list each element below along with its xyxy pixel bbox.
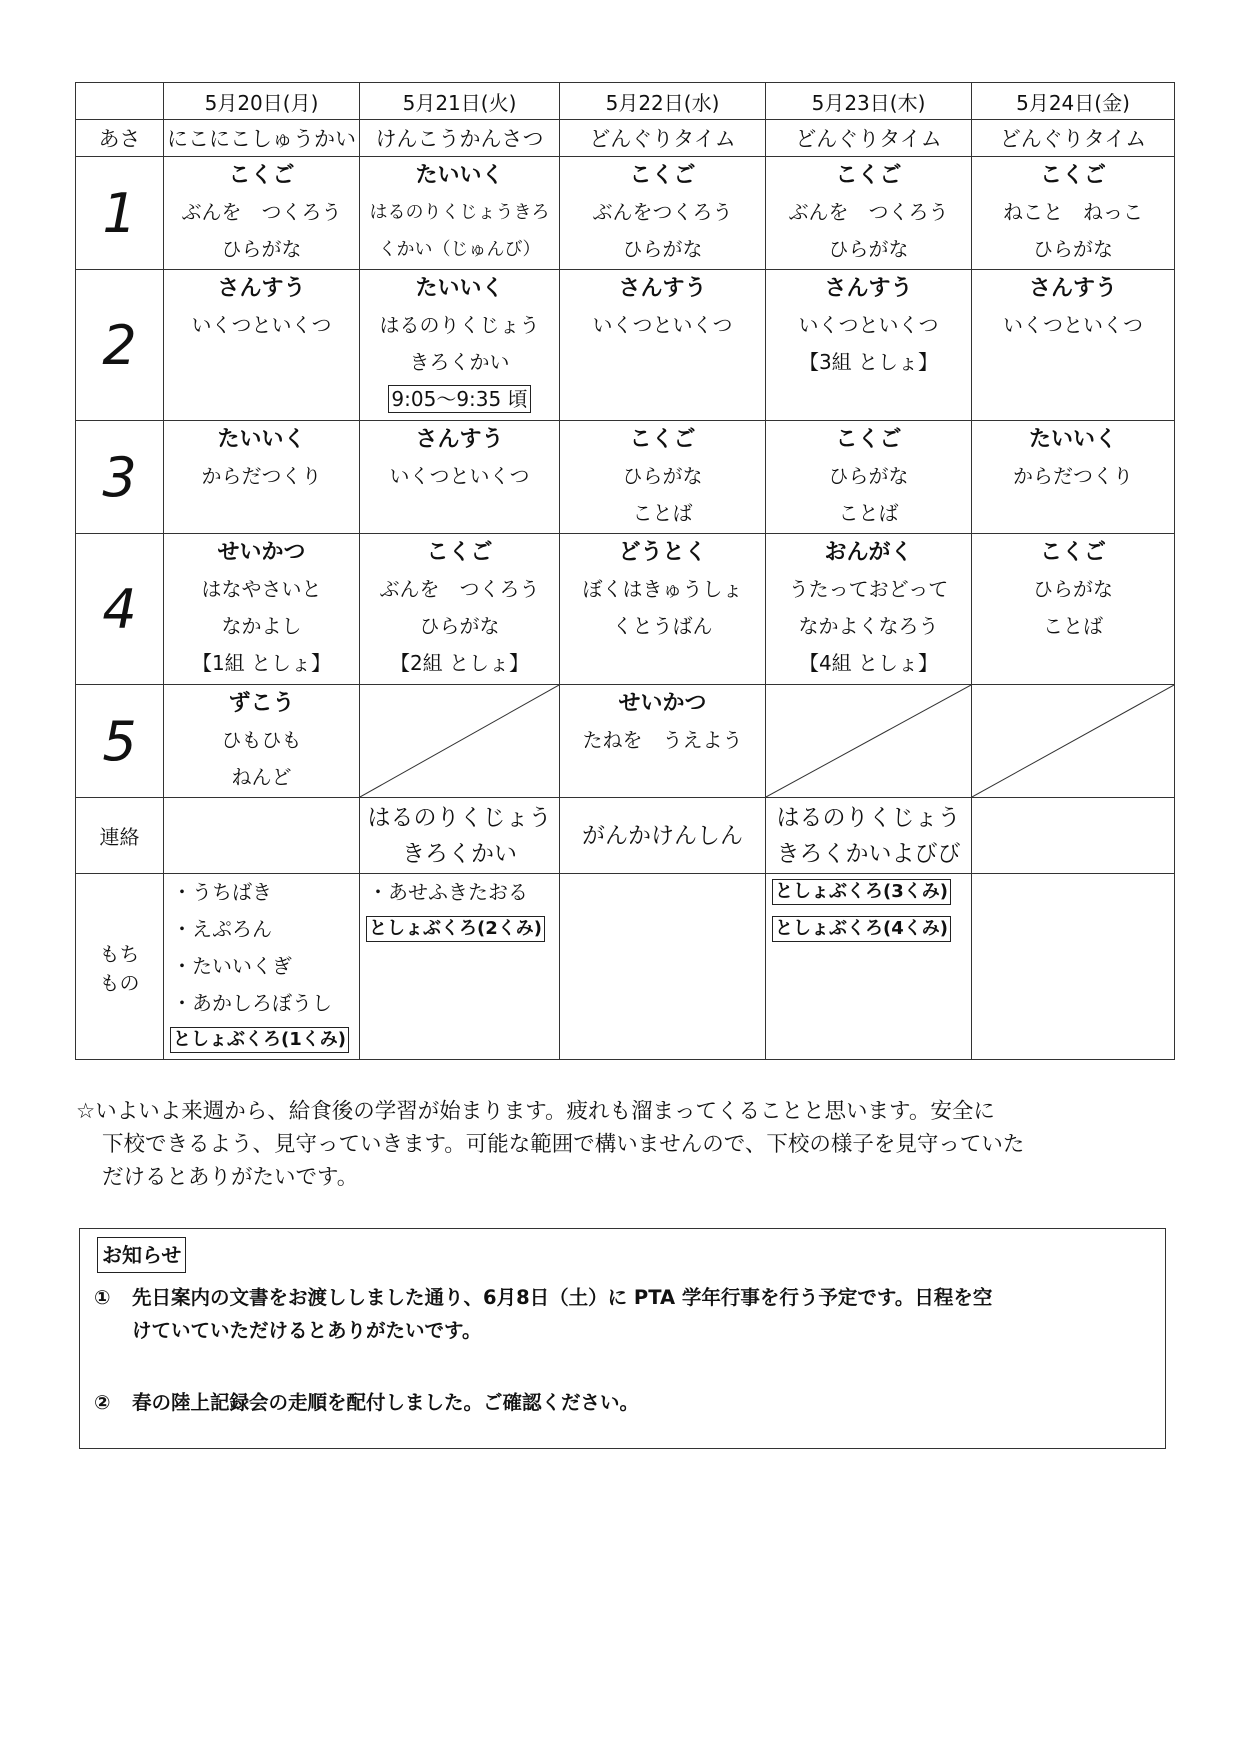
library-bag-badge: としょぶくろ(4くみ) [772,916,951,942]
lesson-detail: はるのりくじょうきろ [369,202,550,223]
lesson-detail: 【2組 としょ】 [389,651,530,675]
morning-cell: どんぐりタイム [766,120,972,157]
subject-name: さんすう [217,276,306,301]
lesson-cell [360,534,560,685]
note-line: だけるとありがたいです。 [102,1165,359,1190]
lesson-detail: ぶんをつくろう [592,200,733,224]
lesson-cell [972,270,1175,421]
notice-box [79,1228,1166,1449]
diagonal-line [360,685,559,797]
belongings-label-bottom: もの [99,970,140,995]
lesson-detail: ひらがな [419,614,500,638]
lesson-detail: ひらがな [1033,577,1113,601]
lesson-detail: ぶんを つくろう [788,200,949,224]
lesson-cell [972,157,1175,270]
lesson-detail: ねこと ねっこ [1003,200,1143,224]
contact-text: きろくかいよびび [776,840,961,867]
belongings-cell [766,874,972,1060]
contact-cell [972,798,1175,874]
day-header-fri: 5月24日(金) [972,83,1175,120]
header-row [76,83,1175,120]
notice-item [94,1281,992,1347]
diagonal-slash [766,685,971,797]
notice-title: お知らせ [97,1237,186,1273]
note-line: ☆いよいよ来週から、給食後の学習が始まります。疲れも溜まってくることと思います。安全に [76,1099,995,1124]
note-line: 下校できるよう、見守っていきます。可能な範囲で構いませんので、下校の様子を見守っていた [102,1132,1025,1157]
subject-name: おんがく [824,540,913,565]
period-row [76,685,1175,798]
lesson-detail: 【1組 としょ】 [191,651,332,675]
subject-name: こくご [1039,163,1106,188]
subject-name: こくご [835,427,902,452]
lesson-cell [766,534,972,685]
lesson-detail: なかよし [221,614,302,638]
notice-item [94,1386,639,1419]
lesson-detail: からだつくり [201,464,322,488]
subject-name: さんすう [824,276,913,301]
period-row [76,157,1175,270]
subject-name: たいいく [415,276,504,301]
belongings-cell [360,874,560,1060]
lesson-cell [164,421,360,534]
subject-name: さんすう [415,427,504,452]
belongings-label [76,874,164,1060]
lesson-detail: 【4組 としょ】 [798,651,939,675]
subject-name: こくご [629,163,696,188]
library-bag-row [766,874,971,911]
lesson-detail: ねんど [231,765,292,789]
lesson-cell [972,534,1175,685]
lesson-cell [360,270,560,421]
lesson-detail: 【3組 としょ】 [798,350,939,374]
subject-name: たいいく [415,163,504,188]
lesson-cell [164,685,360,798]
subject-name: たいいく [1028,427,1117,452]
lesson-cell [560,685,766,798]
period-number: 3 [76,421,164,534]
notice-item-text: 先日案内の文書をお渡ししました通り、6月8日（土）に PTA 学年行事を行う予定です。日程を空 [132,1286,993,1309]
belongings-row [76,874,1175,1060]
lesson-detail: はなやさいと [201,577,322,601]
contact-cell [766,798,972,874]
diagonal-slash [972,685,1174,797]
period-number: 4 [76,534,164,685]
lesson-detail: はるのりくじょう [379,313,540,337]
period-row [76,421,1175,534]
contact-cell [360,798,560,874]
contact-cell [560,798,766,874]
morning-cell: けんこうかんさつ [360,120,560,157]
belongings-cell [972,874,1175,1060]
contact-text: がんかけんしん [582,822,743,849]
belongings-label-top: もち [99,941,140,966]
diagonal-slash [360,685,559,797]
subject-name: こくご [835,163,902,188]
lesson-detail: からだつくり [1013,464,1133,488]
lesson-detail: たねを うえよう [582,728,743,752]
diagonal-line [766,685,971,797]
lesson-detail: いくつといくつ [592,313,733,337]
subject-name: こくご [228,163,295,188]
belonging-item: ・えぷろん [172,917,272,941]
lesson-detail: ひらがな [828,464,909,488]
lesson-cell [560,421,766,534]
lesson-detail: ひらがな [1033,237,1113,261]
library-bag-badge: としょぶくろ(2くみ) [366,916,545,942]
lesson-cell [164,157,360,270]
morning-cell: どんぐりタイム [560,120,766,157]
subject-name: こくご [1039,540,1106,565]
subject-name: さんすう [618,276,707,301]
belongings-cell [164,874,360,1060]
morning-row [76,120,1175,157]
lesson-detail: ぶんを つくろう [379,577,540,601]
subject-name: たいいく [217,427,306,452]
lesson-detail: ひらがな [828,237,909,261]
belonging-item: ・たいいくぎ [172,954,292,978]
lesson-cell [766,157,972,270]
notice-item-text: 春の陸上記録会の走順を配付しました。ご確認ください。 [132,1391,640,1414]
lesson-detail: なかよくなろう [798,614,939,638]
belonging-item: ・うちばき [172,880,272,904]
morning-cell: にこにこしゅうかい [164,120,360,157]
time-note-box: 9:05～9:35 頃 [388,385,530,413]
lesson-detail: いくつといくつ [1003,313,1143,337]
contact-cell [164,798,360,874]
lesson-cell [164,270,360,421]
period-number: 1 [76,157,164,270]
weekly-schedule-table [75,82,1175,1060]
lesson-detail: ひらがな [622,464,703,488]
lesson-detail: ぶんを つくろう [181,200,342,224]
diagonal-line [972,685,1174,797]
lesson-detail: きろくかい [409,350,510,374]
weekly-note [76,1095,1166,1194]
belongings-cell [560,874,766,1060]
lesson-detail: ひらがな [221,237,302,261]
lesson-cell [164,534,360,685]
lesson-detail: ことば [838,501,899,525]
lesson-detail: ひもひも [221,728,302,752]
library-bag-badge: としょぶくろ(1くみ) [170,1027,349,1053]
empty-cell [972,685,1175,798]
contact-text: はるのりくじょう [367,804,552,831]
morning-cell: どんぐりタイム [972,120,1175,157]
lesson-cell [766,421,972,534]
lesson-cell [560,270,766,421]
period-rows [76,157,1175,798]
lesson-detail: いくつといくつ [798,313,939,337]
lesson-cell [972,421,1175,534]
belonging-item: ・あかしろぼうし [172,991,332,1015]
contact-label: 連絡 [76,798,164,874]
contact-text: はるのりくじょう [776,804,961,831]
empty-cell [766,685,972,798]
lesson-detail: うたっておどって [788,577,949,601]
belonging-item: ・あせふきたおる [368,880,528,904]
lesson-cell [560,534,766,685]
notice-item-text: けていていただけるとありがたいです。 [132,1319,482,1342]
lesson-detail: いくつといくつ [389,464,530,488]
library-bag-row [766,911,971,948]
day-header-thu: 5月23日(木) [766,83,972,120]
day-header-mon: 5月20日(月) [164,83,360,120]
lesson-cell [360,157,560,270]
time-note-line [360,381,559,418]
lesson-detail: いくつといくつ [191,313,332,337]
library-bag-badge: としょぶくろ(3くみ) [772,879,951,905]
notice-item-number: ① [94,1286,111,1309]
subject-name: せいかつ [618,691,707,716]
subject-name: ずこう [228,691,295,716]
subject-name: せいかつ [217,540,306,565]
day-header-tue: 5月21日(火) [360,83,560,120]
corner-cell [76,83,164,120]
period-row [76,534,1175,685]
notice-item-number: ② [94,1391,111,1414]
lesson-detail: ことば [632,501,693,525]
lesson-detail: くとうばん [612,614,713,638]
contact-row [76,798,1175,874]
period-number: 5 [76,685,164,798]
lesson-detail: くかい（じゅんび） [378,239,541,260]
subject-name: さんすう [1028,276,1117,301]
period-number: 2 [76,270,164,421]
lesson-detail: ひらがな [622,237,703,261]
lesson-cell [560,157,766,270]
morning-label: あさ [76,120,164,157]
library-bag-row [360,911,559,948]
lesson-detail: ことば [1043,614,1103,638]
period-row [76,270,1175,421]
subject-name: こくご [426,540,493,565]
subject-name: どうとく [618,540,707,565]
lesson-cell [766,270,972,421]
contact-text: きろくかい [402,840,517,867]
lesson-detail: ぼくはきゅうしょ [582,577,743,601]
empty-cell [360,685,560,798]
subject-name: こくご [629,427,696,452]
library-bag-row [164,1022,359,1059]
lesson-cell [360,421,560,534]
day-header-wed: 5月22日(水) [560,83,766,120]
